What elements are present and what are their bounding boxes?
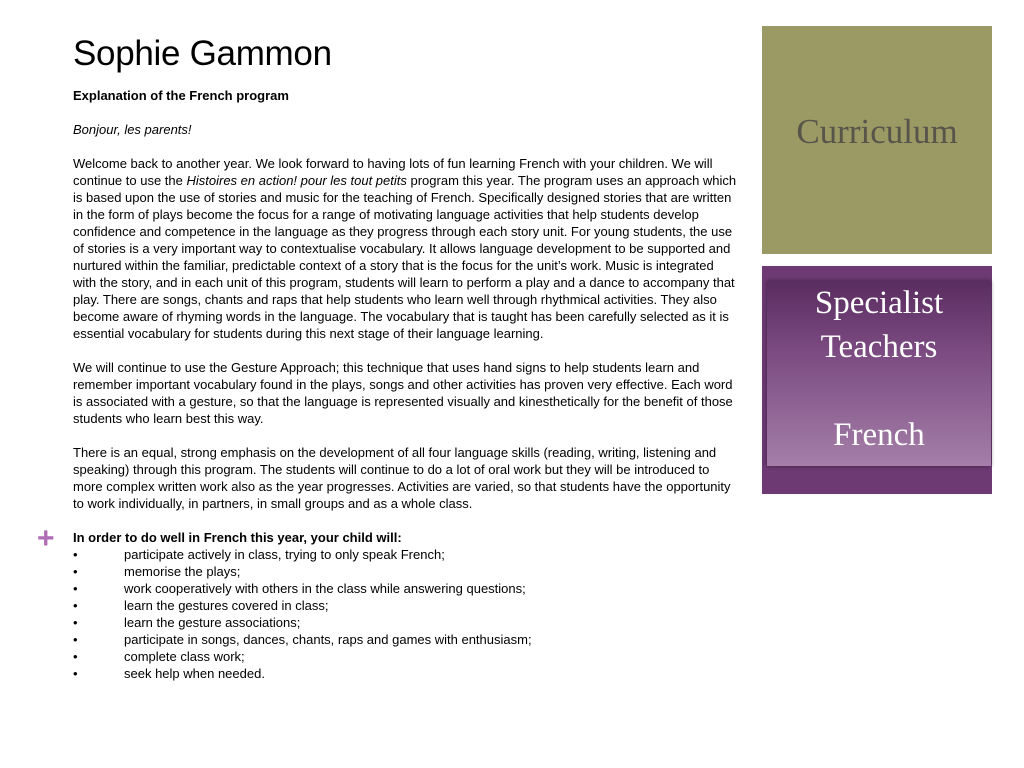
section-heading: Explanation of the French program <box>73 88 289 103</box>
teachers-label: Teachers <box>820 329 938 365</box>
bullet-marker: • <box>73 649 78 664</box>
bullet-marker: • <box>73 598 78 613</box>
specialist-card <box>767 281 991 466</box>
list-item-text: seek help when needed. <box>124 666 265 681</box>
page-title: Sophie Gammon <box>73 34 332 73</box>
specialist-panel <box>762 266 992 494</box>
paragraph-gesture: We will continue to use the Gesture Approach; this technique that uses hand signs to help students learn and remember important vocabulary found in the plays, songs and other activities has proven very effective. Each word is associated with a gesture, so that the language is represented visually and kinesthetically for the benefit of those students who learn best this way. <box>73 360 733 426</box>
paragraph-intro-end: program this year. The program uses an approach which is based upon the use of stories and music for the teaching of French. Specifically designed stories that are written in the form of plays become the focus for a range of motivating language activities that help students develop confidence and competence in the language as they progress through each story unit. For young students, the use of stories is a very important way to contextualise vocabulary. It allows language development to be supported and nurtured within the familiar, predictable context of a story that is the focus for the unit’s work. Music is integrated with the story, and in each unit of this program, students will learn to perform a play and a dance to accompany that play. There are songs, chants and raps that help students who learn well through rhythmical activities. They also become aware of rhyming words in the language. The vocabulary that is taught has been carefully selected as it is essential vocabulary for students during this next stage of their language learning. <box>73 173 737 341</box>
plus-icon: + <box>37 522 55 555</box>
list-item-text: memorise the plays; <box>124 564 241 579</box>
expectations-list <box>73 546 738 682</box>
bullet-marker: • <box>73 564 78 579</box>
list-item-text: participate in songs, dances, chants, raps and games with enthusiasm; <box>124 632 532 647</box>
list-item <box>73 580 738 597</box>
subject-label: French <box>833 417 925 453</box>
specialist-label: Specialist <box>814 285 944 321</box>
bullet-marker: • <box>73 581 78 596</box>
bullet-marker: • <box>73 547 78 562</box>
curriculum-panel <box>762 26 992 254</box>
list-item <box>73 597 738 614</box>
list-item-text: learn the gesture associations; <box>124 615 301 630</box>
list-item-text: learn the gestures covered in class; <box>124 598 329 613</box>
list-heading: In order to do well in French this year, your child will: <box>73 530 402 545</box>
program-title: Histoires en action! pour les tout petits <box>186 173 407 188</box>
curriculum-label: Curriculum <box>796 112 958 151</box>
list-item <box>73 614 738 631</box>
list-item-text: participate actively in class, trying to only speak French; <box>124 547 445 562</box>
greeting: Bonjour, les parents! <box>73 122 192 137</box>
paragraph-intro <box>73 155 738 342</box>
list-item-text: complete class work; <box>124 649 245 664</box>
list-item <box>73 665 738 682</box>
bullet-marker: • <box>73 666 78 681</box>
list-item-text: work cooperatively with others in the class while answering questions; <box>124 581 526 596</box>
list-item <box>73 631 738 648</box>
list-item <box>73 546 738 563</box>
paragraph-skills: There is an equal, strong emphasis on the development of all four language skills (reading, writing, listening and speaking) through this program. The students will continue to do a lot of oral work but they will be introduced to more complex written work also as the year progresses. Activities are varied, so that students have the opportunity to work individually, in partners, in small groups and as a whole class. <box>73 445 731 511</box>
bullet-marker: • <box>73 632 78 647</box>
paragraph-intro-start: Welcome back to another year. We look forward to having lots of fun learning French with your children. We will continue to use the <box>73 156 713 188</box>
list-item <box>73 563 738 580</box>
list-item <box>73 648 738 665</box>
document-body <box>73 87 738 682</box>
bullet-marker: • <box>73 615 78 630</box>
